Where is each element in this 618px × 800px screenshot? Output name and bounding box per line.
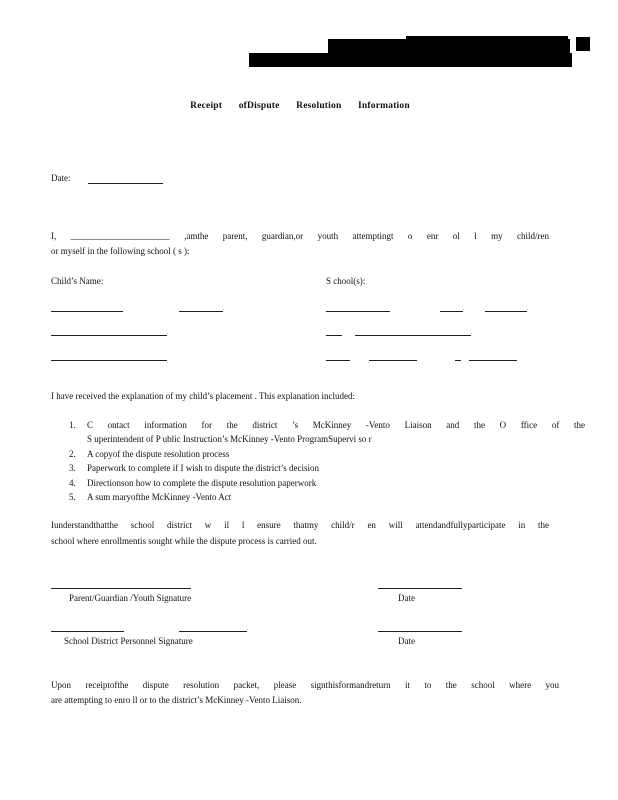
understand-line-1: Iunderstandthatthe school district w il l ensure thatmy child/r en will attendandfullyparticipate in the <box>51 520 549 530</box>
date-blank-line[interactable] <box>88 183 163 184</box>
parent-signature-label: Parent/Guardian /Youth Signature <box>69 593 192 603</box>
list-item <box>69 447 585 461</box>
explanation-text: I have received the explanation of my child’s placement . This explanation included: <box>51 391 355 401</box>
date-label-1: Date <box>398 593 415 603</box>
list-item <box>69 461 585 475</box>
document-title: Receipt ofDispute Resolution Information <box>190 101 410 111</box>
childs-name-label: Child’s Name: <box>51 276 104 286</box>
school-line-3a[interactable] <box>326 360 350 361</box>
date-label-2: Date <box>398 636 415 646</box>
schools-label: S chool(s): <box>326 276 366 286</box>
school-line-3d[interactable] <box>469 360 517 361</box>
closing-line-2: are attempting to enro ll or to the district’s McKinney -Vento Liaison. <box>51 695 302 705</box>
child-name-line-2[interactable] <box>51 335 167 336</box>
school-line-2a[interactable] <box>326 335 342 336</box>
date-label: Date: <box>51 173 71 183</box>
list-item-number: 5. <box>69 492 76 503</box>
list-item-text: Paperwork to complete if I wish to dispute the district’s decision <box>87 463 319 474</box>
school-line-1b[interactable] <box>440 311 463 312</box>
list-item-number: 2. <box>69 448 76 459</box>
redaction-bar-bottom <box>249 53 572 67</box>
redaction-square <box>576 37 590 51</box>
personnel-signature-label: School District Personnel Signature <box>64 636 193 646</box>
school-line-1a[interactable] <box>326 311 390 312</box>
child-name-line-1b[interactable] <box>179 311 223 312</box>
explanation-list <box>51 418 585 504</box>
list-item <box>69 418 585 447</box>
child-name-line-3[interactable] <box>51 360 167 361</box>
personnel-signature-line-a[interactable] <box>51 631 124 632</box>
child-name-line-1a[interactable] <box>51 311 123 312</box>
personnel-signature-line-b[interactable] <box>179 631 247 632</box>
school-line-3b[interactable] <box>369 360 417 361</box>
intro-line-2: or myself in the following school ( s ): <box>51 246 190 256</box>
list-item <box>69 490 585 504</box>
intro-line-1: I, ______________________ ,amthe parent, guardian,or youth attemptingt o enr ol l my child/ren <box>51 231 549 241</box>
list-item-text: A copyof the dispute resolution process <box>87 448 230 459</box>
school-line-2b[interactable] <box>355 335 471 336</box>
redaction-bar-middle <box>406 36 568 42</box>
school-line-1c[interactable] <box>485 311 527 312</box>
list-item-text: Directionson how to complete the dispute resolution paperwork <box>87 477 317 488</box>
date-line-1[interactable] <box>378 588 462 589</box>
list-item-text: A sum maryofthe McKinney -Vento Act <box>87 492 232 503</box>
list-item-text-continued: S uperintendent of P ublic Instruction’s McKinney -Vento ProgramSupervi so r <box>87 434 372 445</box>
list-item-number: 3. <box>69 463 76 474</box>
understand-line-2: school where enrollmentis sought while the dispute process is carried out. <box>51 536 317 546</box>
list-item-number: 1. <box>69 420 76 430</box>
closing-line-1: Upon receiptofthe dispute resolution packet, please signthisformandreturn it to the school where you <box>51 680 559 690</box>
parent-signature-line[interactable] <box>51 588 191 589</box>
list-item <box>69 476 585 490</box>
list-item-text: C ontact information for the district ’s McKinney -Vento Liaison and the O ffice of the <box>87 420 585 430</box>
school-line-3c[interactable] <box>455 360 461 361</box>
date-line-2[interactable] <box>378 631 462 632</box>
list-item-number: 4. <box>69 477 76 488</box>
